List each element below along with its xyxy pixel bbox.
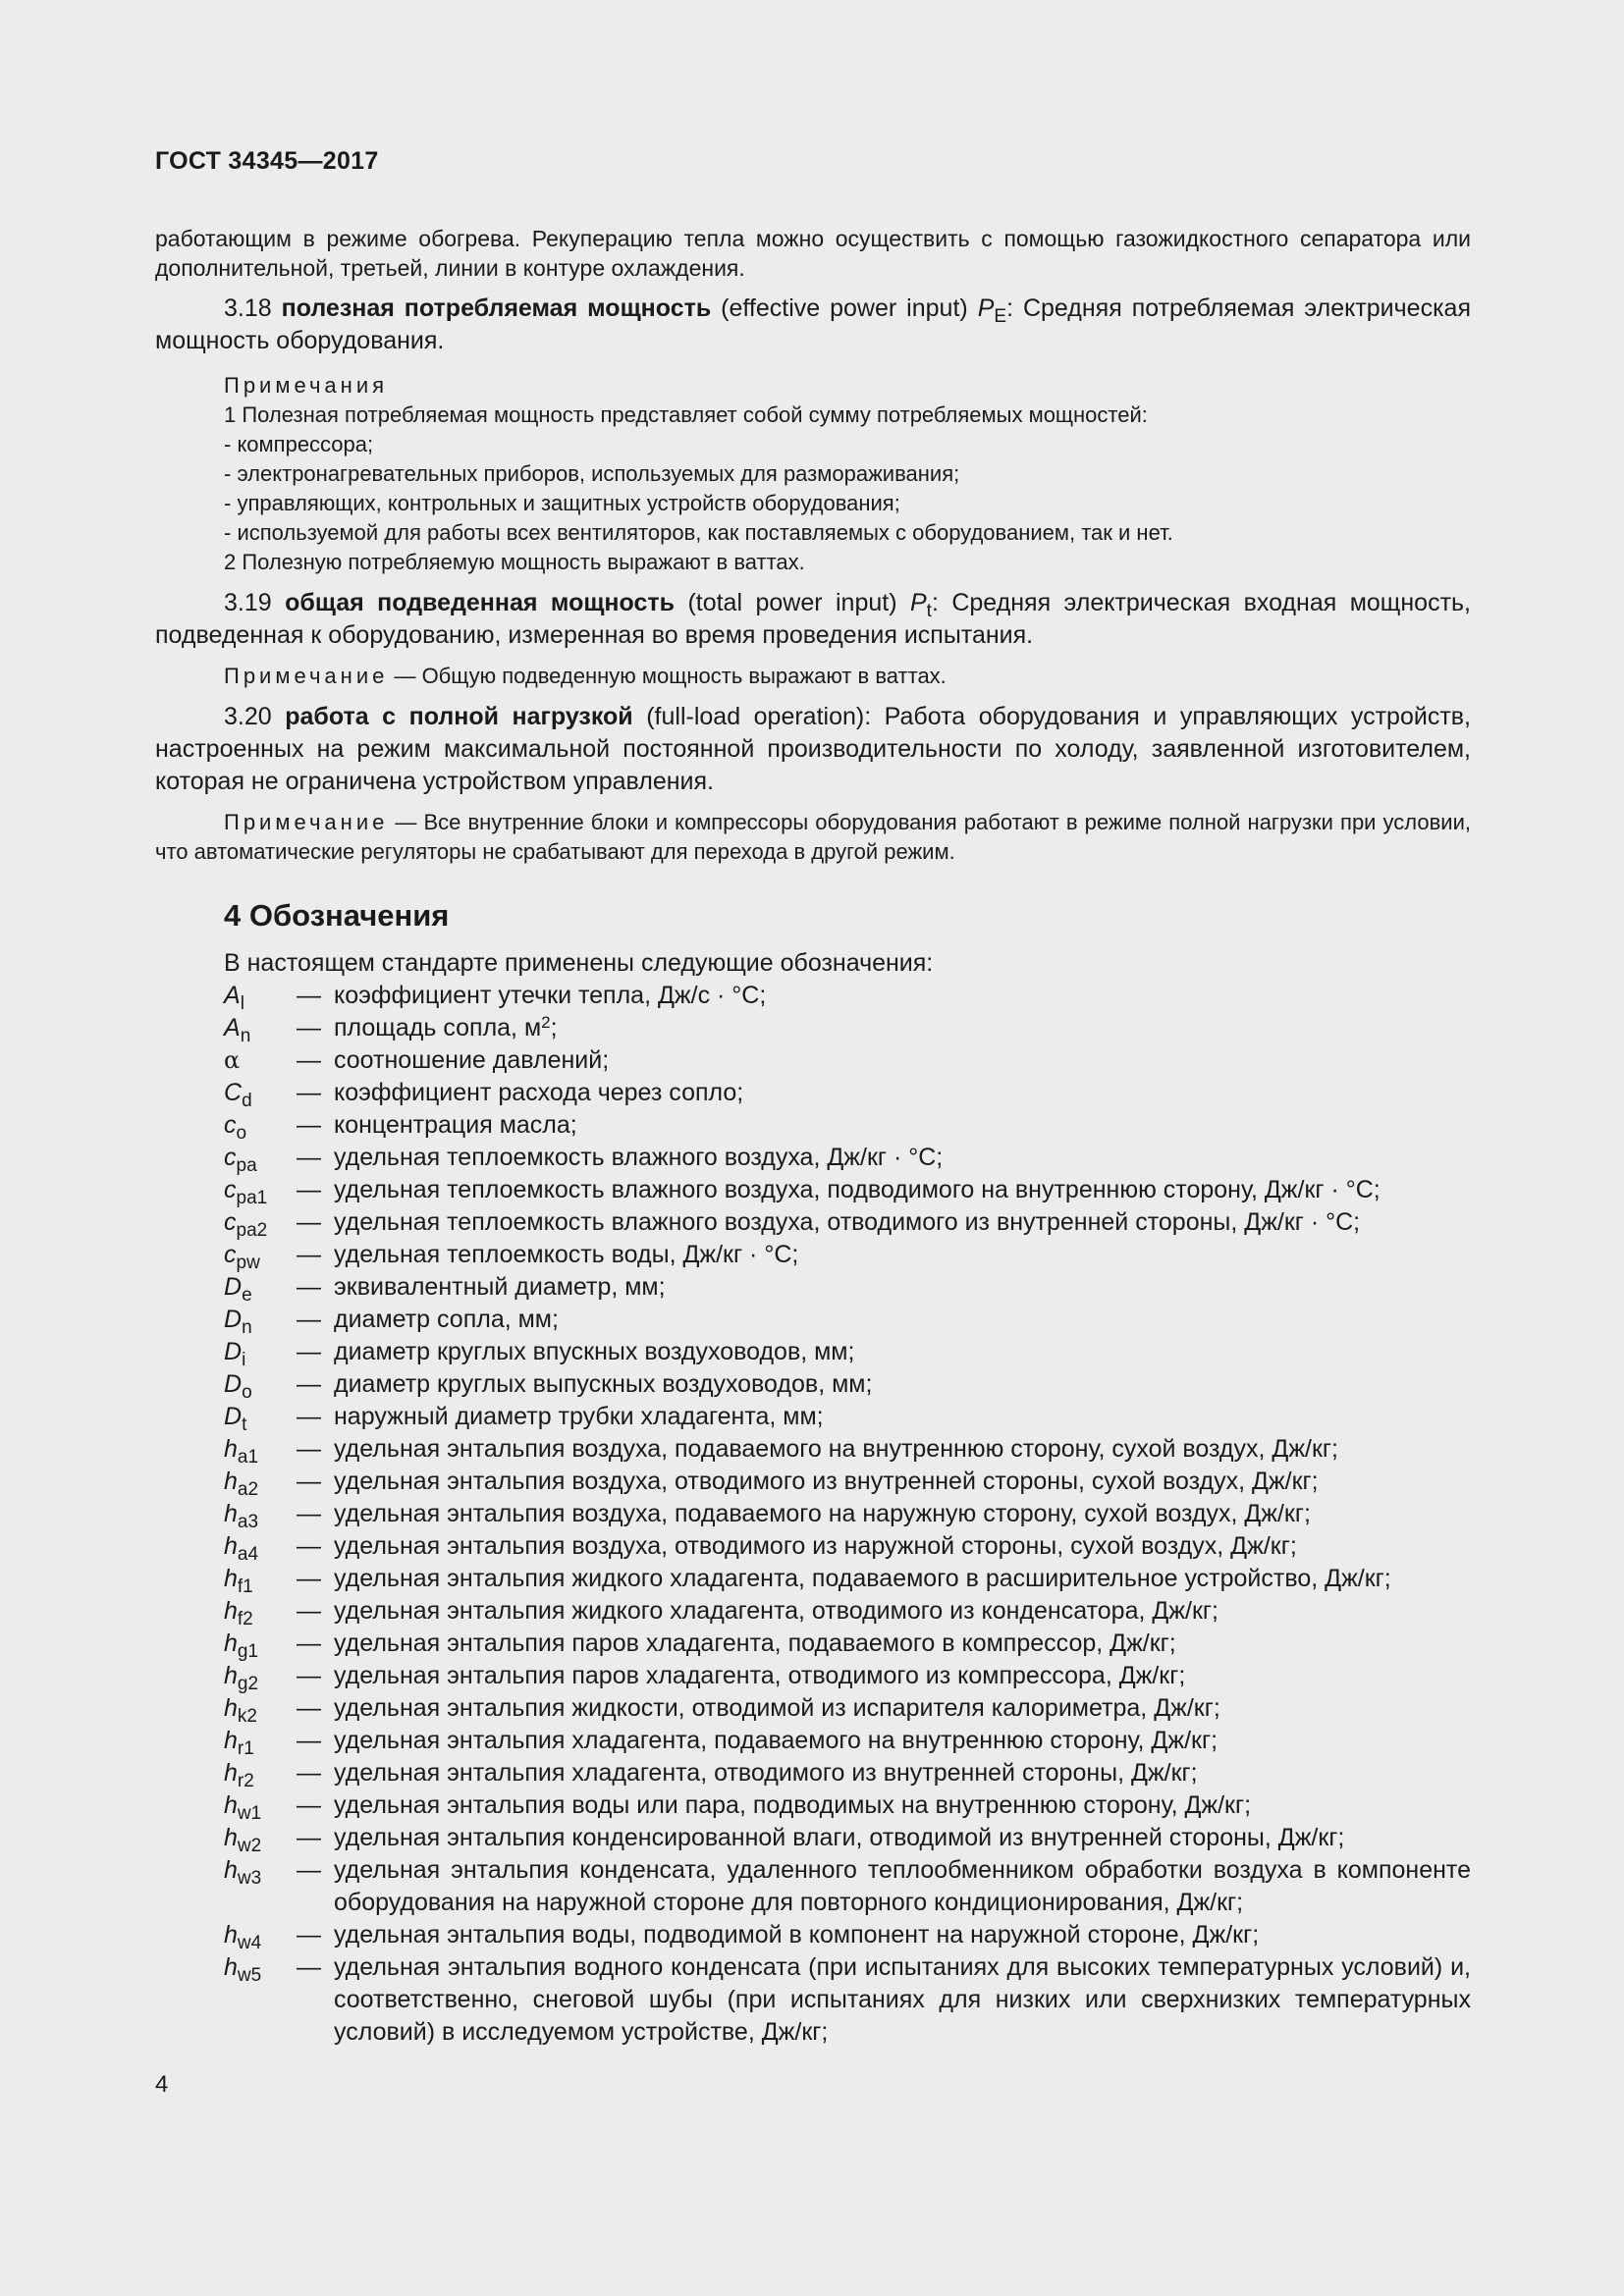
symbol-letter: D (224, 1273, 243, 1301)
symbol-dash: — (297, 1273, 321, 1301)
symbol-description (334, 1336, 1471, 1368)
symbol-description (334, 1206, 1471, 1239)
description-text: удельная энтальпия жидкого хладагента, подаваемого в расширительное устройство, Дж/кг; (334, 1565, 1391, 1592)
symbol-row (224, 1109, 1471, 1142)
symbol-dash: — (297, 1565, 321, 1592)
symbol-description (334, 1660, 1471, 1692)
symbol-dash: — (297, 1921, 321, 1949)
description-text: удельная энтальпия хладагента, отводимого из внутренней стороны, Дж/кг; (334, 1759, 1198, 1787)
description-text: диаметр круглых выпускных воздуховодов, мм; (334, 1370, 873, 1398)
note-label: Примечание (224, 810, 389, 834)
note-line: - используемой для работы всех вентиляторов, как поставляемых с оборудованием, так и нет. (224, 520, 1173, 545)
symbol-subscript: r2 (237, 1771, 254, 1791)
symbol-row (224, 1563, 1471, 1595)
symbol-subscript: g1 (237, 1641, 259, 1662)
symbol-letter: h (224, 1953, 238, 1981)
symbol-term (224, 1498, 297, 1530)
symbol-term (224, 980, 297, 1012)
symbol-row (224, 1757, 1471, 1789)
clause-number: 3.19 (224, 589, 286, 616)
note-3-20 (155, 808, 1471, 867)
description-text: удельная энтальпия хладагента, подаваемого на внутреннюю сторону, Дж/кг; (334, 1727, 1218, 1754)
symbol-row (224, 1692, 1471, 1725)
symbol-row (224, 1919, 1471, 1951)
description-text: удельная энтальпия конденсированной влаги, отводимой из внутренней стороны, Дж/кг; (334, 1824, 1345, 1851)
intro-paragraph: работающим в режиме обогрева. Рекуперацию тепла можно осуществить с помощью газожидкостного сепаратора или дополнительной, третьей, линии в контуре охлаждения. (155, 226, 1471, 281)
description-text: удельная энтальпия конденсата, удаленного теплообменником обработки воздуха в компоненте оборудования на наружной стороне для повторного кондиционирования, Дж/кг; (334, 1856, 1471, 1916)
symbol-dash: — (297, 1241, 321, 1268)
symbol-row (224, 1951, 1471, 2049)
page-content (155, 224, 1471, 2049)
symbol-description (334, 1822, 1471, 1854)
symbol-description (334, 1012, 1471, 1044)
symbol-term (224, 1789, 297, 1822)
symbol-description (334, 1044, 1471, 1077)
symbol-dash: — (297, 1759, 321, 1787)
symbol-subscript: d (242, 1091, 252, 1111)
clause-3-18 (155, 293, 1471, 357)
description-text: удельная энтальпия жидкого хладагента, отводимого из конденсатора, Дж/кг; (334, 1597, 1218, 1625)
symbol-dash: — (297, 1727, 321, 1754)
clause-number: 3.18 (224, 294, 282, 322)
symbol-letter: A (224, 982, 241, 1009)
symbol-term (224, 1368, 297, 1401)
symbol-dash: — (297, 1629, 321, 1657)
symbol-row (224, 1239, 1471, 1271)
symbol-letter: α (224, 1046, 241, 1074)
symbol-row (224, 1660, 1471, 1692)
symbol: P (909, 589, 927, 616)
symbol-term (224, 1206, 297, 1239)
description-text: удельная энтальпия воды или пара, подводимых на внутреннюю сторону, Дж/кг; (334, 1791, 1252, 1819)
symbol-row (224, 1077, 1471, 1109)
symbol-letter: D (224, 1370, 243, 1398)
unit-superscript: 2 (541, 1013, 551, 1032)
symbol-description (334, 1433, 1471, 1466)
symbol-description (334, 1109, 1471, 1142)
symbol-description (334, 1368, 1471, 1401)
clause-number: 3.20 (224, 703, 286, 730)
section-title: 4 Обозначения (224, 898, 450, 933)
description-text: удельная теплоемкость влажного воздуха, подводимого на внутреннюю сторону, Дж/кг · °С; (334, 1176, 1380, 1203)
symbol-subscript: f2 (237, 1609, 253, 1629)
symbol-term (224, 1563, 297, 1595)
symbol-dash: — (297, 1953, 321, 1981)
symbol-row (224, 1789, 1471, 1822)
symbol-row (224, 1725, 1471, 1757)
symbol-description (334, 1595, 1471, 1628)
symbol-dash: — (297, 1694, 321, 1722)
symbol-dash: — (297, 1500, 321, 1527)
description-text: удельная энтальпия паров хладагента, подаваемого в компрессор, Дж/кг; (334, 1629, 1176, 1657)
symbol-row (224, 1368, 1471, 1401)
description-text: удельная энтальпия воды, подводимой в компонент на наружной стороне, Дж/кг; (334, 1921, 1260, 1949)
symbol-subscript: r1 (237, 1738, 254, 1759)
symbol-dash: — (297, 1532, 321, 1560)
description-text: удельная теплоемкость влажного воздуха, Дж/кг · °С; (334, 1144, 944, 1171)
note-3-19 (155, 662, 1471, 691)
symbol-description (334, 1271, 1471, 1304)
description-text: удельная энтальпия жидкости, отводимой из испарителя калориметра, Дж/кг; (334, 1694, 1220, 1722)
symbol-term (224, 1142, 297, 1174)
symbol-row (224, 1336, 1471, 1368)
symbol-term (224, 1109, 297, 1142)
note-line: - управляющих, контрольных и защитных устройств оборудования; (224, 491, 900, 515)
symbol-description (334, 1239, 1471, 1271)
symbols-list (155, 980, 1471, 2049)
symbol-subscript: w4 (237, 1933, 262, 1953)
symbol-row (224, 1206, 1471, 1239)
description-text: концентрация масла; (334, 1111, 577, 1139)
symbol-row (224, 1044, 1471, 1077)
symbol-description (334, 1142, 1471, 1174)
symbol-letter: h (224, 1565, 238, 1592)
term-english: (effective power input) (711, 294, 978, 322)
symbol-description (334, 980, 1471, 1012)
symbol-dash: — (297, 1144, 321, 1171)
symbol-letter: h (224, 1824, 238, 1851)
symbol-row (224, 1304, 1471, 1336)
symbol-row (224, 1595, 1471, 1628)
term: работа с полной нагрузкой (285, 703, 633, 730)
note-text: — Все внутренние блоки и компрессоры оборудования работают в режиме полной нагрузки при условии, что автоматические регуляторы не срабатывают для перехода в другой режим. (155, 810, 1471, 864)
symbol-row (224, 1498, 1471, 1530)
description-text: удельная энтальпия воздуха, отводимого из внутренней стороны, сухой воздух, Дж/кг; (334, 1468, 1319, 1495)
symbol-row (224, 1012, 1471, 1044)
symbol-dash: — (297, 1176, 321, 1203)
symbol-subscript: n (242, 1317, 252, 1338)
symbol-description (334, 1757, 1471, 1789)
symbol-term (224, 1822, 297, 1854)
note-line: 2 Полезную потребляемую мощность выражают в ваттах. (224, 550, 805, 574)
symbol-description (334, 1466, 1471, 1498)
symbol-description (334, 1725, 1471, 1757)
symbol-dash: — (297, 1662, 321, 1689)
symbol-dash: — (297, 1208, 321, 1236)
symbol-term (224, 1433, 297, 1466)
symbol-term (224, 1044, 297, 1077)
symbol-letter: h (224, 1435, 238, 1463)
symbol-letter: A (224, 1014, 241, 1041)
symbol-letter: c (224, 1111, 237, 1139)
symbol-letter: h (224, 1791, 238, 1819)
symbol: P (977, 294, 995, 322)
symbol-dash: — (297, 1014, 321, 1041)
symbol-subscript: e (242, 1285, 252, 1306)
description-text: удельная энтальпия воздуха, подаваемого на наружную сторону, сухой воздух, Дж/кг; (334, 1500, 1311, 1527)
description-text: коэффициент утечки тепла, Дж/с · °С; (334, 982, 767, 1009)
symbol-dash: — (297, 1306, 321, 1333)
symbol-row (224, 1174, 1471, 1206)
symbol-term (224, 1628, 297, 1660)
term: полезная потребляемая мощность (281, 294, 712, 322)
symbol-dash: — (297, 1046, 321, 1074)
document-header: ГОСТ 34345—2017 (155, 147, 379, 175)
symbol-description (334, 1174, 1471, 1206)
note-text: — Общую подведенную мощность выражают в ваттах. (388, 664, 947, 688)
symbol-term (224, 1336, 297, 1368)
term-english: (total power input) (675, 589, 910, 616)
symbol-row (224, 1401, 1471, 1433)
symbol-term (224, 1757, 297, 1789)
symbol-letter: h (224, 1856, 238, 1884)
symbol-letter: c (224, 1176, 237, 1203)
symbol-subscript: pa1 (236, 1188, 268, 1208)
symbol-term (224, 1239, 297, 1271)
symbol-term (224, 1725, 297, 1757)
symbol-term (224, 1951, 297, 2049)
symbol-row (224, 1854, 1471, 1919)
symbol-term (224, 1174, 297, 1206)
symbol-subscript: w2 (237, 1836, 262, 1856)
symbol-letter: h (224, 1921, 238, 1949)
symbol-description (334, 1401, 1471, 1433)
symbol-term (224, 1304, 297, 1336)
symbol-subscript: pw (236, 1253, 260, 1273)
symbol-letter: h (224, 1727, 238, 1754)
symbol-term (224, 1466, 297, 1498)
symbol-letter: c (224, 1208, 237, 1236)
symbol-term (224, 1271, 297, 1304)
description-text: удельная теплоемкость влажного воздуха, отводимого из внутренней стороны, Дж/кг · °С; (334, 1208, 1361, 1236)
symbol-letter: c (224, 1241, 237, 1268)
notes-3-18 (155, 371, 1471, 577)
symbol-term (224, 1530, 297, 1563)
symbol-subscript: w1 (237, 1803, 262, 1824)
description-text: эквивалентный диаметр, мм; (334, 1273, 666, 1301)
symbol-letter: h (224, 1468, 238, 1495)
symbol-subscript: w3 (237, 1868, 262, 1889)
description-text: коэффициент расхода через сопло; (334, 1079, 744, 1106)
symbol-term (224, 1854, 297, 1919)
symbol-term (224, 1595, 297, 1628)
description-text: наружный диаметр трубки хладагента, мм; (334, 1403, 824, 1430)
definition: : Средняя электрическая входная мощность, подведенная к оборудованию, измеренная во время проведения испытания. (155, 589, 1471, 649)
symbol-subscript: w5 (237, 1965, 262, 1986)
symbol-subscript: pa2 (236, 1220, 268, 1241)
symbol-subscript: i (242, 1350, 246, 1370)
symbol-subscript: a1 (237, 1447, 259, 1468)
symbol-subscript: a4 (237, 1544, 259, 1565)
symbol-row (224, 1628, 1471, 1660)
description-tail: ; (550, 1014, 558, 1041)
description-text: площадь сопла, м (334, 1014, 542, 1041)
symbol-description (334, 1628, 1471, 1660)
symbol-term (224, 1012, 297, 1044)
symbol-description (334, 1951, 1471, 2049)
symbol-row (224, 1530, 1471, 1563)
symbol-row (224, 980, 1471, 1012)
description-text: удельная энтальпия воздуха, подаваемого на внутреннюю сторону, сухой воздух, Дж/кг; (334, 1435, 1338, 1463)
symbol-letter: h (224, 1629, 238, 1657)
symbol-letter: h (224, 1500, 238, 1527)
symbol-description (334, 1854, 1471, 1919)
note-line: 1 Полезная потребляемая мощность представляет собой сумму потребляемых мощностей: (224, 402, 1148, 427)
description-text: диаметр сопла, мм; (334, 1306, 559, 1333)
symbol-subscript: E (994, 306, 1007, 327)
symbol-dash: — (297, 1111, 321, 1139)
note-line: - компрессора; (224, 432, 374, 456)
symbols-intro: В настоящем стандарте применены следующие обозначения: (224, 949, 934, 977)
symbol-dash: — (297, 1079, 321, 1106)
page-number: 4 (155, 2071, 169, 2098)
symbol-letter: h (224, 1662, 238, 1689)
symbol-description (334, 1304, 1471, 1336)
symbol-letter: h (224, 1597, 238, 1625)
definition: (full-load operation): Работа оборудования и управляющих устройств, настроенных на режим максимальной постоянной производительности по холоду, заявленной изготовителем, которая не ограничена устройством управления. (155, 703, 1471, 795)
description-text: удельная энтальпия паров хладагента, отводимого из компрессора, Дж/кг; (334, 1662, 1186, 1689)
symbol-letter: h (224, 1759, 238, 1787)
notes-title: Примечания (224, 373, 389, 398)
symbol-dash: — (297, 1791, 321, 1819)
symbol-description (334, 1077, 1471, 1109)
note-label: Примечание (224, 664, 389, 688)
description-text: диаметр круглых впускных воздуховодов, мм; (334, 1338, 855, 1365)
symbol-subscript: pa (236, 1155, 257, 1176)
symbol-dash: — (297, 1856, 321, 1884)
symbol-row (224, 1142, 1471, 1174)
symbol-subscript: k2 (237, 1706, 257, 1727)
symbol-subscript: l (240, 993, 244, 1014)
symbol-term (224, 1660, 297, 1692)
symbol-description (334, 1563, 1471, 1595)
symbol-term (224, 1401, 297, 1433)
description-text: удельная энтальпия воздуха, отводимого из наружной стороны, сухой воздух, Дж/кг; (334, 1532, 1297, 1560)
definition: : Средняя потребляемая электрическая мощность оборудования. (155, 294, 1471, 354)
symbol-letter: C (224, 1079, 243, 1106)
description-text: соотношение давлений; (334, 1046, 610, 1074)
symbol-letter: h (224, 1694, 238, 1722)
symbol-description (334, 1789, 1471, 1822)
symbol-subscript: g2 (237, 1674, 259, 1694)
symbol-term (224, 1077, 297, 1109)
term: общая подведенная мощность (285, 589, 675, 616)
symbol-letter: h (224, 1532, 238, 1560)
symbol-subscript: t (242, 1415, 247, 1435)
description-text: удельная теплоемкость воды, Дж/кг · °С; (334, 1241, 799, 1268)
symbol-description (334, 1919, 1471, 1951)
symbol-letter: D (224, 1403, 243, 1430)
symbol-letter: D (224, 1306, 243, 1333)
note-line: - электронагревательных приборов, используемых для размораживания; (224, 461, 960, 486)
symbol-row (224, 1822, 1471, 1854)
symbol-description (334, 1692, 1471, 1725)
symbol-dash: — (297, 1468, 321, 1495)
symbol-subscript: o (236, 1123, 247, 1144)
symbol-dash: — (297, 1338, 321, 1365)
symbol-dash: — (297, 1824, 321, 1851)
symbol-subscript: f1 (237, 1576, 253, 1597)
symbol-term (224, 1692, 297, 1725)
symbol-row (224, 1466, 1471, 1498)
symbol-row (224, 1271, 1471, 1304)
symbol-dash: — (297, 1370, 321, 1398)
symbol-term (224, 1919, 297, 1951)
symbol-subscript: a3 (237, 1512, 259, 1532)
symbol-letter: c (224, 1144, 237, 1171)
symbol-dash: — (297, 1403, 321, 1430)
symbol-letter: D (224, 1338, 243, 1365)
description-text: удельная энтальпия водного конденсата (при испытаниях для высоких температурных условий) и, соответственно, снеговой шубы (при испытаниях для низких или сверхнизких температурных условий) в исследуемом устройстве, Дж/кг; (334, 1953, 1471, 2046)
symbol-description (334, 1498, 1471, 1530)
symbol-subscript: n (240, 1026, 251, 1046)
symbol-dash: — (297, 1597, 321, 1625)
symbol-subscript: t (926, 601, 932, 621)
symbol-row (224, 1433, 1471, 1466)
symbol-subscript: a2 (237, 1479, 259, 1500)
symbol-dash: — (297, 982, 321, 1009)
clause-3-20 (155, 701, 1471, 798)
clause-3-19 (155, 587, 1471, 652)
symbol-subscript: o (242, 1382, 252, 1403)
symbol-dash: — (297, 1435, 321, 1463)
symbol-description (334, 1530, 1471, 1563)
